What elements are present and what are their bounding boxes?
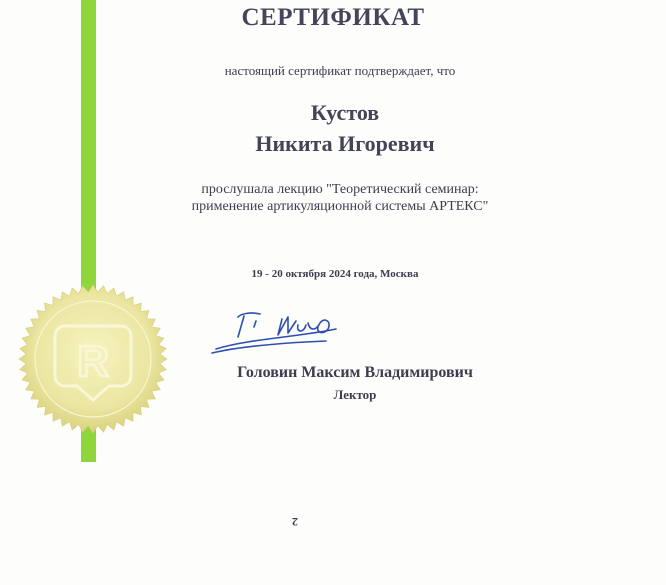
signature-icon [208, 303, 348, 359]
date-and-place: 19 - 20 октября 2024 года, Москва [251, 268, 419, 280]
recipient-first-name: Никита Игоревич [255, 131, 435, 156]
page-number: 2 [292, 515, 298, 529]
lecture-description-line-2: применение артикуляционной системы АРТЕКС" [191, 199, 489, 214]
lecture-description-line-1: прослушала лекцию "Теоретический семинар: [201, 182, 479, 197]
certificate-subtitle: настоящий сертификат подтверждает, что [224, 63, 456, 78]
seal-letter: R [77, 337, 109, 386]
lector-role: Лектор [333, 387, 377, 402]
lector-name: Головин Максим Владимирович [237, 364, 473, 381]
recipient-last-name: Кустов [310, 100, 380, 125]
certificate-title: СЕРТИФИКАТ [241, 4, 425, 31]
gold-seal-icon [18, 284, 168, 434]
